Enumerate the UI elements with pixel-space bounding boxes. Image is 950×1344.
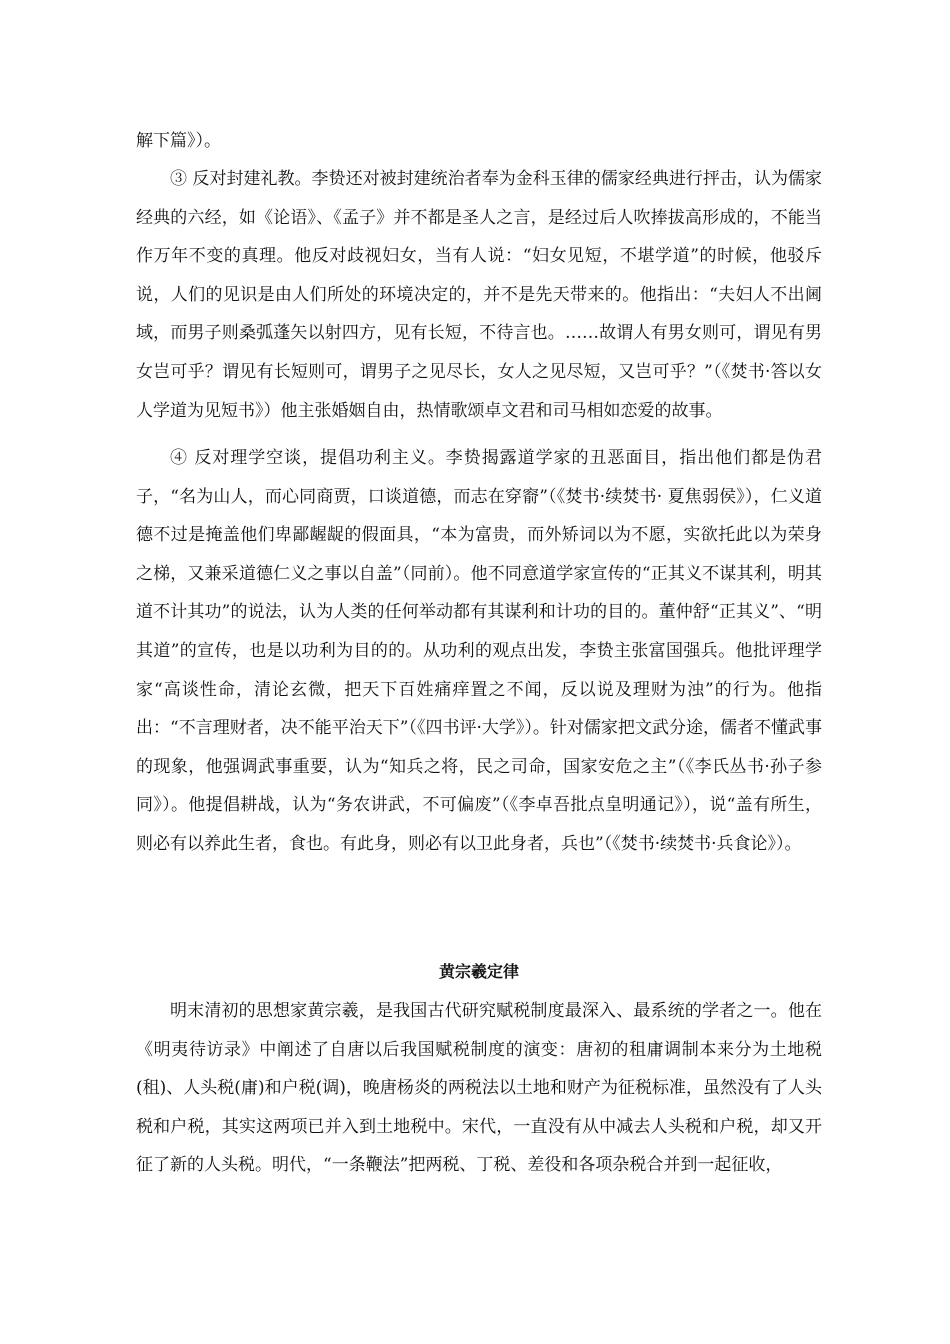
paragraph-huang-zongxi: 明末清初的思想家黄宗羲，是我国古代研究赋税制度最深入、最系统的学者之一。他在《明夷待访录》中阐述了自唐以后我国赋税制度的演变：唐初的租庸调制本来分为土地税(租)、人头税(庸)和户税(调)，晚唐杨炎的两税法以土地和财产为征税标准，虽然没有了人头税和户税，其实这两项已并入到土地税中。宋代，一直没有从中减去人头税和户税，却又开征了新的人头税。明代，“一条鞭法”把两税、丁税、差役和各项杂税合并到一起征收， [136, 1001, 822, 1176]
section-title: 黄宗羲定律 [438, 962, 519, 981]
paragraph-anti-neo-confucianism: ④ 反对理学空谈，提倡功利主义。李贽揭露道学家的丑恶面目，指出他们都是伪君子，“名为山人，而心同商贾，口谈道德，而志在穿窬”（《焚书·续焚书· 夏焦弱侯》），仁义道德不过是掩盖他们卑鄙龌龊的假面具，“本为富贵，而外矫词以为不愿，实欲托此以为荣身之梯，又兼采道德仁义之事以自盖”（同前）。他不同意道学家宣传的“正其义不谋其利，明其道不计其功”的说法，认为人类的任何举动都有其谋利和计功的目的。董仲舒“正其义”、“明其道”的宣传，也是以功利为目的的。从功利的观点出发，李贽主张富国强兵。他批评理学家“高谈性命，清论玄微，把天下百姓痛痒置之不闻，反以说及理财为浊”的行为。他指出：“不言理财者，决不能平治天下”（《四书评·大学》）。针对儒家把文武分途，儒者不懂武事的现象，他强调武事重要，认为“知兵之将，民之司命，国家安危之主”（《李氏丛书·孙子参同》）。他提倡耕战，认为“务农讲武，不可偏废”（《李卓吾批点皇明通记》），说“盖有所生，则必有以养此生者，食也。有此身，则必有以卫此身者，兵也”（《焚书·续焚书·兵食论》）。 [136, 448, 822, 854]
paragraph-continuation: 解下篇》）。 [136, 131, 221, 151]
paragraph-anti-feudal-ethics: ③ 反对封建礼教。李贽还对被封建统治者奉为金科玉律的儒家经典进行抨击，认为儒家经典的六经，如《论语》、《孟子》并不都是圣人之言，是经过后人吹捧拔高形成的，不能当作万年不变的真理。他反对歧视妇女，当有人说：“妇女见短，不堪学道”的时候，他驳斥说，人们的见识是由人们所处的环境决定的，并不是先天带来的。他指出：“夫妇人不出阃域，而男子则桑弧蓬矢以射四方，见有长短，不待言也。……故谓人有男女则可，谓见有男女岂可乎？谓见有长短则可，谓男子之见尽长，女人之见尽短，又岂可乎？”（《焚书·答以女人学道为见短书》）他主张婚姻自由，热情歌颂卓文君和司马相如恋爱的故事。 [136, 169, 822, 421]
